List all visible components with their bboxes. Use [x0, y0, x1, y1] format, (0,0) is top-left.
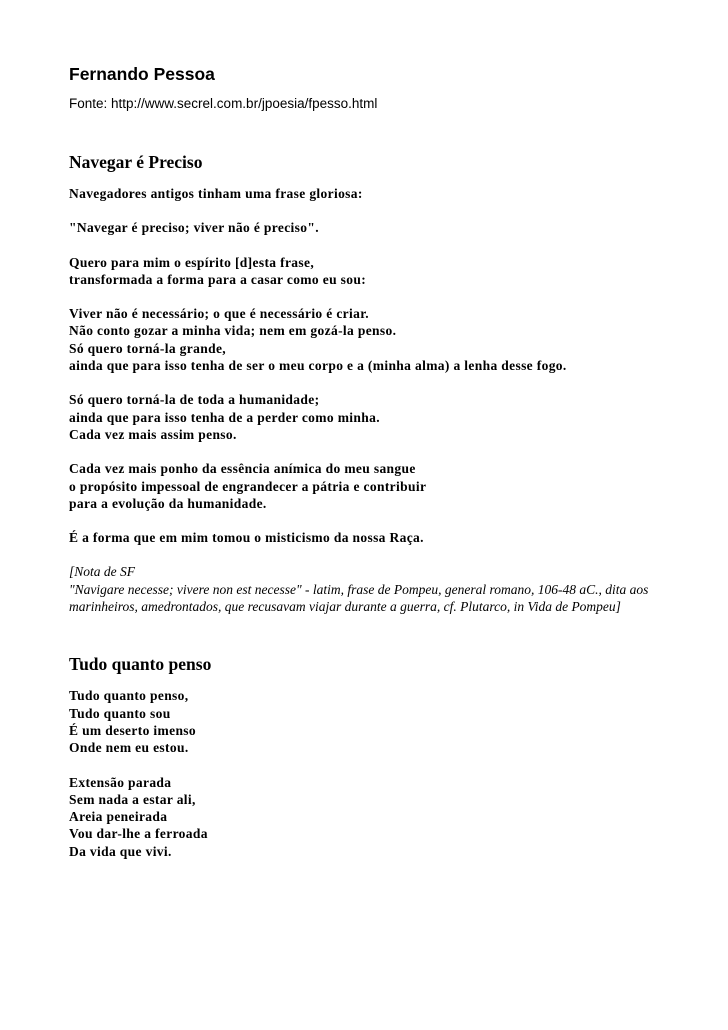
poem-line: Quero para mim o espírito [d]esta frase,	[69, 254, 315, 270]
poem-line: transformada a forma para a casar como eu sou:	[69, 271, 367, 287]
poem1-stanza-7	[69, 529, 669, 546]
poem-line: É a forma que em mim tomou o misticismo da nossa Raça.	[69, 530, 424, 546]
document-page	[69, 62, 669, 860]
poem-line: Só quero torná-la grande,	[69, 340, 227, 356]
poem1-stanza-3	[69, 254, 669, 289]
poem1-stanza-4	[69, 305, 669, 374]
poem-line: Onde nem eu estou.	[69, 740, 189, 756]
poem-line: Cada vez mais ponho da essência anímica do meu sangue	[69, 461, 416, 477]
poem-line: Vou dar-lhe a ferroada	[69, 826, 208, 842]
poem-line: Tudo quanto penso,	[69, 688, 189, 704]
poem-line: Navegadores antigos tinham uma frase gloriosa:	[69, 186, 363, 201]
poem-line: Só quero torná-la de toda a humanidade;	[69, 392, 320, 408]
poem-line: Da vida que vivi.	[69, 843, 172, 859]
translator-note: [Nota de SF "Navigare necesse; vivere non est necesse" - latim, frase de Pompeu, general romano, 106-48 aC., dita aos marinheiros, amedrontados, que recusavam viajar durante a guerra, cf. Plutarco, in Vida de Pompeu]	[69, 564, 649, 615]
poem-line: o propósito impessoal de engrandecer a pátria e contribuir	[69, 478, 427, 494]
poem2-stanza-2	[69, 774, 669, 860]
poem-line: Areia peneirada	[69, 809, 168, 825]
poem-line: Sem nada a estar ali,	[69, 791, 196, 807]
poem-line: "Navegar é preciso; viver não é preciso".	[69, 220, 319, 236]
poem-line: Tudo quanto sou	[69, 705, 171, 721]
poem-line: para a evolução da humanidade.	[69, 495, 267, 511]
poem1-stanza-6	[69, 460, 669, 512]
poem-line: Extensão parada	[69, 774, 172, 790]
poem-line: Não conto gozar a minha vida; nem em gozá-la penso.	[69, 323, 397, 339]
poem1-stanza-5	[69, 391, 669, 443]
poem1-stanza-2	[69, 219, 669, 236]
author-heading: Fernando Pessoa	[69, 64, 215, 84]
poem1-stanza-1	[69, 185, 669, 202]
poem-line: ainda que para isso tenha de ser o meu corpo e a (minha alma) a lenha desse fogo.	[69, 358, 567, 374]
poem-line: É um deserto imenso	[69, 722, 197, 738]
poem-line: Cada vez mais assim penso.	[69, 426, 237, 442]
poem-line: Viver não é necessário; o que é necessário é criar.	[69, 306, 370, 322]
poem2-stanza-1	[69, 687, 669, 756]
poem-line: ainda que para isso tenha de a perder como minha.	[69, 409, 380, 425]
source-line: Fonte: http://www.secrel.com.br/jpoesia/fpesso.html	[69, 96, 378, 111]
poem-title-tudo: Tudo quanto penso	[69, 654, 212, 675]
poem-title-navegar: Navegar é Preciso	[69, 152, 203, 172]
